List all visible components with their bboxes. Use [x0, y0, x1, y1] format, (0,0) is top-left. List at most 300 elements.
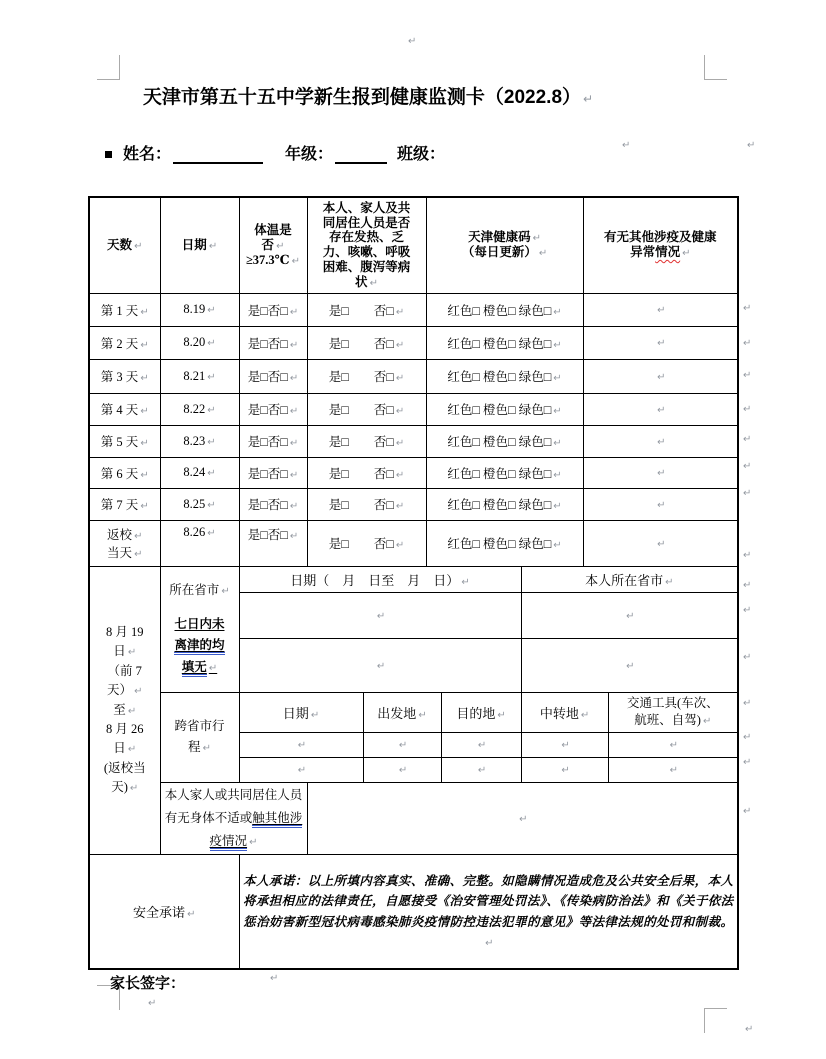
pilcrow-mark: ↵	[140, 501, 149, 512]
province-header-row	[89, 566, 738, 592]
trip-transport-input-cell[interactable]	[608, 732, 738, 757]
range-line: 天）	[107, 683, 133, 698]
symptom-checkboxes[interactable]	[307, 359, 426, 393]
range-line: 日	[113, 741, 126, 756]
symptom-checkboxes[interactable]	[307, 425, 426, 457]
pilcrow-mark: ↵	[561, 740, 570, 751]
day-text: 第 2 天	[100, 336, 139, 351]
pilcrow-mark: ↵	[395, 339, 405, 351]
trip-transport-input-cell[interactable]	[608, 757, 738, 782]
pilcrow-mark: ↵	[208, 240, 218, 252]
day-text: 当天	[107, 546, 133, 560]
header-date	[160, 197, 239, 293]
temp-checkboxes[interactable]	[239, 425, 307, 457]
pilcrow-mark: ↵	[276, 240, 285, 252]
trip-date-input-cell[interactable]	[239, 732, 363, 757]
symptom-options-text: 是□ 否□	[328, 435, 394, 449]
temp-checkboxes[interactable]	[239, 520, 307, 566]
name-grade-class-line	[105, 138, 445, 164]
pilcrow-mark: ↵	[669, 765, 678, 776]
pilcrow-mark: ↵	[743, 698, 752, 709]
temp-checkboxes[interactable]	[239, 359, 307, 393]
temp-options-text: 是□否□	[247, 527, 288, 542]
self-province-text: 本人所在省市	[585, 572, 664, 588]
pilcrow-mark: ↵	[249, 836, 258, 848]
crop-mark-bottom-right-icon	[704, 1008, 727, 1033]
pilcrow-mark: ↵	[289, 373, 299, 384]
family-condition-text: 本人家人或共同居住人员有无身体不适或	[164, 787, 303, 825]
pilcrow-mark: ↵	[657, 404, 666, 416]
pilcrow-mark: ↵	[289, 339, 299, 351]
header-days	[89, 197, 160, 293]
trip-from-input-cell[interactable]	[363, 732, 441, 757]
table-row-day2	[89, 326, 738, 359]
table-header-row	[89, 197, 738, 293]
pilcrow-mark: ↵	[289, 530, 299, 542]
pilcrow-mark: ↵	[297, 740, 307, 751]
pilcrow-mark: ↵	[702, 716, 712, 727]
header-code-line1: 天津健康码	[468, 230, 531, 245]
day-cell	[89, 326, 160, 359]
day-text: 第 5 天	[100, 435, 139, 449]
pilcrow-mark: ↵	[140, 306, 149, 318]
safety-promise-row	[89, 854, 738, 969]
family-condition-row	[89, 782, 738, 854]
date-range-cell	[89, 566, 160, 854]
header-code-line2: （每日更新）	[461, 245, 537, 260]
pilcrow-mark: ↵	[187, 909, 196, 921]
symptom-checkboxes[interactable]	[307, 457, 426, 488]
pilcrow-mark: ↵	[202, 743, 211, 754]
province-date-input-cell[interactable]	[239, 638, 521, 692]
range-line: （前 7	[107, 663, 142, 678]
grade-label: 年级：	[285, 146, 334, 163]
name-input-line[interactable]	[173, 144, 263, 164]
pilcrow-mark: ↵	[221, 586, 230, 598]
pilcrow-mark: ↵	[553, 469, 562, 481]
other-abnormal-cell[interactable]	[583, 457, 738, 488]
pilcrow-mark: ↵	[743, 370, 752, 381]
pilcrow-mark: ↵	[395, 373, 405, 384]
code-options-text: 红色□ 橙色□ 绿色□	[447, 498, 552, 512]
health-code-checkboxes[interactable]	[426, 293, 583, 326]
page-title-text: 天津市第五十五中学新生报到健康监测卡（2022.8）	[142, 87, 582, 108]
trip-via-input-cell[interactable]	[521, 732, 608, 757]
trip-transport-line1: 交通工具(车次、	[626, 695, 719, 710]
range-line: 天)	[111, 780, 128, 794]
pilcrow-mark: ↵	[747, 140, 756, 151]
grade-input-line[interactable]	[335, 144, 387, 164]
pilcrow-mark: ↵	[207, 436, 216, 448]
pilcrow-mark: ↵	[665, 576, 674, 588]
pilcrow-mark: ↵	[395, 501, 405, 512]
pilcrow-mark: ↵	[140, 469, 149, 481]
pilcrow-mark: ↵	[270, 973, 279, 984]
pilcrow-mark: ↵	[561, 765, 570, 776]
temp-options-text: 是□否□	[247, 336, 288, 351]
day-text: 第 7 天	[100, 498, 139, 512]
pilcrow-mark: ↵	[745, 1024, 754, 1035]
province-date-span-text: 日期（ 月 日至 月 日）	[290, 572, 460, 588]
pilcrow-mark: ↵	[289, 469, 299, 481]
pilcrow-mark: ↵	[477, 765, 487, 776]
symptom-options-text: 是□ 否□	[328, 403, 394, 417]
pilcrow-mark: ↵	[127, 647, 137, 659]
date-text: 8.22	[183, 401, 206, 416]
symptom-checkboxes[interactable]	[307, 520, 426, 566]
header-other-line2-flagged: 情况	[655, 245, 681, 260]
pilcrow-mark: ↵	[395, 438, 405, 449]
day-cell	[89, 293, 160, 326]
pilcrow-mark: ↵	[140, 438, 149, 449]
list-bullet-icon	[105, 151, 112, 158]
pilcrow-mark: ↵	[140, 339, 149, 351]
safety-promise-label	[89, 854, 239, 969]
pilcrow-mark: ↵	[140, 373, 149, 384]
pilcrow-mark: ↵	[485, 937, 494, 949]
pilcrow-mark: ↵	[743, 806, 752, 817]
pilcrow-mark: ↵	[140, 406, 149, 417]
pilcrow-mark: ↵	[395, 406, 405, 417]
pilcrow-mark: ↵	[369, 277, 378, 289]
date-cell	[160, 293, 239, 326]
pilcrow-mark: ↵	[289, 406, 299, 417]
province-note-line3: 填无	[182, 660, 207, 677]
pilcrow-mark: ↵	[127, 744, 137, 756]
header-other-abnormal	[583, 197, 738, 293]
trip-transport-header	[608, 692, 738, 732]
pilcrow-mark: ↵	[289, 306, 299, 318]
pilcrow-mark: ↵	[208, 662, 218, 674]
pilcrow-mark: ↵	[743, 434, 752, 445]
temp-options-text: 是□否□	[247, 466, 288, 481]
code-options-text: 红色□ 橙色□ 绿色□	[447, 303, 552, 318]
day-cell	[89, 457, 160, 488]
pilcrow-mark: ↵	[657, 499, 666, 511]
self-province-header	[521, 566, 738, 592]
trip-label-text: 跨省市行程	[174, 718, 225, 754]
table-row-day1	[89, 293, 738, 326]
date-cell	[160, 425, 239, 457]
pilcrow-mark: ↵	[743, 488, 752, 499]
temp-options-text: 是□否□	[247, 435, 288, 449]
symptom-options-text: 是□ 否□	[328, 537, 394, 551]
day-text: 第 4 天	[100, 403, 139, 417]
pilcrow-mark: ↵	[207, 499, 216, 511]
trip-from-text: 出发地	[377, 705, 417, 721]
temp-checkboxes[interactable]	[239, 457, 307, 488]
code-options-text: 红色□ 橙色□ 绿色□	[447, 466, 552, 481]
health-code-checkboxes[interactable]	[426, 326, 583, 359]
day-cell	[89, 393, 160, 425]
date-cell	[160, 359, 239, 393]
pilcrow-mark: ↵	[129, 783, 139, 794]
day-text: 返校	[107, 528, 133, 542]
table-row-day4	[89, 393, 738, 425]
range-line: 至	[113, 702, 126, 717]
pilcrow-mark: ↵	[376, 660, 386, 672]
pilcrow-mark: ↵	[291, 255, 301, 267]
temp-options-text: 是□否□	[247, 498, 288, 512]
province-note-line2: 离津的均	[174, 638, 224, 655]
code-options-text: 红色□ 橙色□ 绿色□	[447, 537, 552, 551]
symptom-checkboxes[interactable]	[307, 393, 426, 425]
health-monitor-table	[88, 196, 739, 970]
trip-from-input-cell[interactable]	[363, 757, 441, 782]
day-cell	[89, 488, 160, 520]
table-row-day5	[89, 425, 738, 457]
header-days-text: 天数	[107, 237, 133, 252]
pilcrow-mark: ↵	[669, 740, 678, 751]
day-cell	[89, 425, 160, 457]
pilcrow-mark: ↵	[682, 248, 691, 260]
date-text: 8.23	[183, 433, 206, 448]
other-abnormal-cell[interactable]	[583, 520, 738, 566]
date-text: 8.25	[183, 496, 206, 511]
pilcrow-mark: ↵	[207, 468, 216, 479]
pilcrow-mark: ↵	[743, 757, 752, 768]
range-line: 8 月 19	[105, 625, 144, 639]
pilcrow-mark: ↵	[207, 371, 216, 383]
pilcrow-mark: ↵	[743, 404, 752, 415]
pilcrow-mark: ↵	[207, 338, 216, 349]
pilcrow-mark: ↵	[532, 233, 541, 245]
pilcrow-mark: ↵	[148, 998, 157, 1009]
header-temp-line2: 否	[261, 237, 275, 252]
self-province-input-cell[interactable]	[521, 592, 738, 638]
health-code-checkboxes[interactable]	[426, 359, 583, 393]
pilcrow-mark: ↵	[395, 306, 405, 318]
pilcrow-mark: ↵	[297, 765, 307, 776]
day-text: 第 6 天	[100, 466, 139, 481]
pilcrow-mark: ↵	[657, 538, 666, 550]
parent-signature-text: 家长签字：	[110, 975, 186, 992]
trip-to-input-cell[interactable]	[441, 757, 521, 782]
table-row-day6	[89, 457, 738, 488]
pilcrow-mark: ↵	[553, 540, 562, 551]
pilcrow-mark: ↵	[743, 732, 752, 743]
day-text: 第 3 天	[100, 370, 139, 384]
header-symptom-line4: 力、咳嗽、呼吸	[322, 245, 411, 260]
crop-mark-top-left-icon	[97, 55, 120, 80]
pilcrow-mark: ↵	[626, 660, 635, 672]
health-code-checkboxes[interactable]	[426, 425, 583, 457]
header-other-line2: 异常	[630, 245, 656, 260]
pilcrow-mark: ↵	[657, 371, 666, 383]
family-condition-input-cell[interactable]	[307, 782, 738, 854]
trip-to-text: 目的地	[456, 705, 496, 721]
self-province-input-cell[interactable]	[521, 638, 738, 692]
range-line: (返校当	[103, 760, 146, 775]
header-symptom-line6: 状	[355, 274, 368, 289]
province-date-span-header	[239, 566, 521, 592]
pilcrow-mark: ↵	[622, 140, 631, 151]
pilcrow-mark: ↵	[289, 438, 299, 449]
symptom-options-text: 是□ 否□	[328, 370, 394, 384]
other-abnormal-cell[interactable]	[583, 425, 738, 457]
page-title	[88, 82, 648, 109]
day-cell	[89, 359, 160, 393]
trip-to-input-cell[interactable]	[441, 732, 521, 757]
trip-via-header	[521, 692, 608, 732]
pilcrow-mark: ↵	[580, 709, 590, 721]
header-symptom-line5: 困难、腹泻等病	[322, 259, 411, 274]
header-other-line1: 有无其他涉疫及健康	[604, 230, 717, 245]
pilcrow-mark: ↵	[134, 240, 143, 252]
symptom-options-text: 是□ 否□	[328, 466, 394, 481]
trip-header-row	[89, 692, 738, 732]
name-label: 姓名：	[123, 146, 172, 163]
parent-signature-label	[110, 972, 185, 993]
province-note-line1: 七日内未	[174, 617, 225, 632]
date-text: 8.24	[183, 465, 206, 479]
pilcrow-mark: ↵	[310, 709, 320, 721]
pilcrow-mark: ↵	[207, 305, 216, 316]
safety-promise-label-text: 安全承诺	[133, 905, 186, 921]
pilcrow-mark: ↵	[743, 580, 752, 591]
table-row-return-day	[89, 520, 738, 566]
pilcrow-mark: ↵	[497, 709, 506, 721]
other-abnormal-cell[interactable]	[583, 326, 738, 359]
trip-date-text: 日期	[282, 705, 309, 721]
pilcrow-mark: ↵	[134, 549, 143, 560]
temp-checkboxes[interactable]	[239, 293, 307, 326]
pilcrow-mark: ↵	[553, 501, 562, 512]
date-cell	[160, 488, 239, 520]
symptom-options-text: 是□ 否□	[328, 498, 394, 512]
day-text: 第 1 天	[100, 303, 139, 318]
header-health-code	[426, 197, 583, 293]
date-cell	[160, 520, 239, 566]
temp-options-text: 是□否□	[247, 370, 288, 384]
health-code-checkboxes[interactable]	[426, 457, 583, 488]
pilcrow-mark: ↵	[743, 338, 752, 349]
province-note	[163, 614, 237, 678]
pilcrow-mark: ↵	[127, 705, 137, 717]
pilcrow-mark: ↵	[553, 438, 562, 449]
temp-options-text: 是□否□	[247, 303, 288, 318]
province-label-text: 所在省市	[169, 583, 220, 598]
trip-to-header	[441, 692, 521, 732]
pilcrow-mark: ↵	[538, 248, 548, 260]
safety-promise-text-cell	[239, 854, 738, 969]
province-label-cell	[160, 566, 239, 692]
pilcrow-mark: ↵	[553, 406, 562, 417]
symptom-checkboxes[interactable]	[307, 488, 426, 520]
health-code-checkboxes[interactable]	[426, 393, 583, 425]
header-symptom-line1: 本人、家人及共	[322, 200, 411, 215]
pilcrow-mark: ↵	[134, 686, 143, 698]
pilcrow-mark: ↵	[657, 468, 666, 479]
pilcrow-mark: ↵	[743, 652, 752, 663]
date-cell	[160, 457, 239, 488]
trip-via-text: 中转地	[539, 705, 579, 721]
pilcrow-mark: ↵	[395, 469, 405, 481]
other-abnormal-cell[interactable]	[583, 293, 738, 326]
trip-via-input-cell[interactable]	[521, 757, 608, 782]
pilcrow-mark: ↵	[376, 610, 386, 622]
pilcrow-mark: ↵	[657, 305, 666, 316]
date-cell	[160, 326, 239, 359]
pilcrow-mark: ↵	[418, 709, 427, 721]
code-options-text: 红色□ 橙色□ 绿色□	[447, 336, 552, 351]
pilcrow-mark: ↵	[743, 461, 752, 472]
header-symptoms	[307, 197, 426, 293]
range-line: 日	[113, 644, 126, 659]
safety-promise-text: 本人承诺：以上所填内容真实、准确、完整。如隐瞒情况造成危及公共安全后果，本人将承担相应的法律责任，自愿接受《治安管理处罚法》、《传染病防治法》和《关于依法惩治妨害新型冠状病毒感染肺炎疫情防控违法犯罪的意见》等法律法规的处罚和制裁。	[242, 874, 734, 929]
other-abnormal-cell[interactable]	[583, 393, 738, 425]
trip-from-header	[363, 692, 441, 732]
pilcrow-mark: ↵	[519, 813, 528, 825]
header-symptom-line3: 存在发热、乏	[329, 230, 405, 245]
pilcrow-mark: ↵	[553, 373, 562, 384]
trip-transport-line2: 航班、自驾)	[634, 713, 701, 727]
pilcrow-mark: ↵	[626, 610, 635, 622]
pilcrow-mark: ↵	[289, 501, 299, 512]
day-cell	[89, 520, 160, 566]
temp-options-text: 是□否□	[247, 403, 288, 417]
symptom-checkboxes[interactable]	[307, 293, 426, 326]
health-code-checkboxes[interactable]	[426, 520, 583, 566]
trip-date-header	[239, 692, 363, 732]
pilcrow-mark: ↵	[207, 404, 216, 416]
code-options-text: 红色□ 橙色□ 绿色□	[447, 435, 552, 449]
table-row-day3	[89, 359, 738, 393]
pilcrow-mark: ↵	[553, 339, 562, 351]
date-text: 8.21	[183, 368, 206, 383]
symptom-checkboxes[interactable]	[307, 326, 426, 359]
trip-date-input-cell[interactable]	[239, 757, 363, 782]
header-temp-line1: 体温是	[254, 223, 292, 238]
temp-checkboxes[interactable]	[239, 393, 307, 425]
health-code-checkboxes[interactable]	[426, 488, 583, 520]
date-text: 8.26	[183, 524, 206, 539]
symptom-options-text: 是□ 否□	[328, 303, 394, 318]
pilcrow-mark: ↵	[583, 92, 594, 106]
crop-mark-top-right-icon	[704, 55, 727, 80]
pilcrow-mark: ↵	[398, 740, 408, 751]
other-abnormal-cell[interactable]	[583, 488, 738, 520]
temp-checkboxes[interactable]	[239, 488, 307, 520]
temp-checkboxes[interactable]	[239, 326, 307, 359]
family-condition-label	[160, 782, 307, 854]
other-abnormal-cell[interactable]	[583, 359, 738, 393]
date-text: 8.19	[183, 302, 206, 316]
header-temperature	[239, 197, 307, 293]
trip-label-cell	[160, 692, 239, 782]
date-cell	[160, 393, 239, 425]
class-label: 班级：	[397, 146, 446, 163]
pilcrow-mark: ↵	[553, 306, 562, 318]
symptom-options-text: 是□ 否□	[328, 336, 394, 351]
range-line: 8 月 26	[105, 721, 144, 736]
header-date-text: 日期	[181, 237, 207, 252]
pilcrow-mark: ↵	[743, 550, 752, 561]
pilcrow-mark: ↵	[207, 527, 216, 539]
pilcrow-mark: ↵	[398, 765, 408, 776]
pilcrow-mark: ↵	[134, 531, 143, 542]
header-temp-line3: ≥37.3℃	[245, 252, 290, 267]
pilcrow-mark: ↵	[743, 303, 752, 314]
pilcrow-mark: ↵	[395, 540, 405, 551]
pilcrow-mark: ↵	[743, 605, 752, 616]
family-condition-underlined-text: 触其他涉疫情况	[210, 811, 303, 851]
code-options-text: 红色□ 橙色□ 绿色□	[447, 370, 552, 384]
code-options-text: 红色□ 橙色□ 绿色□	[447, 403, 552, 417]
province-date-input-cell[interactable]	[239, 592, 521, 638]
date-text: 8.20	[183, 335, 206, 349]
pilcrow-mark: ↵	[657, 436, 666, 448]
